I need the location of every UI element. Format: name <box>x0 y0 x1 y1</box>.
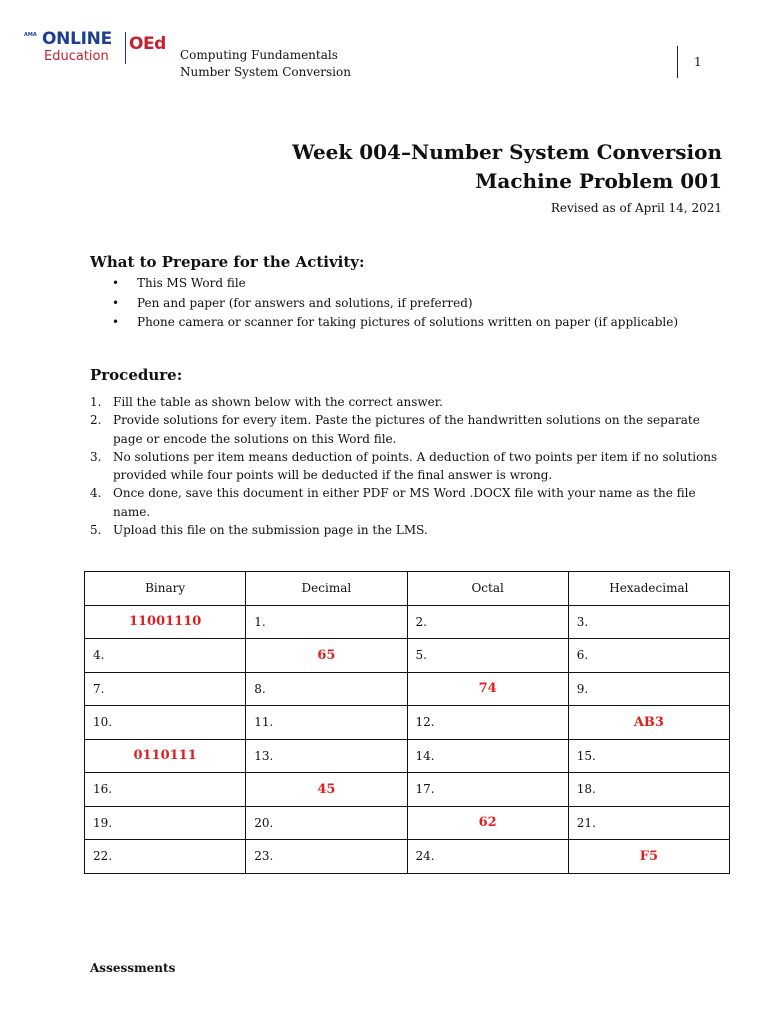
column-header-octal: Octal <box>407 572 568 606</box>
header-rule <box>677 46 678 78</box>
step-number: 2. <box>90 413 102 428</box>
prepare-list <box>112 274 678 333</box>
column-header-decimal: Decimal <box>246 572 407 606</box>
table-cell: 24. <box>407 840 568 874</box>
table-row <box>85 840 730 874</box>
procedure-step <box>90 448 720 485</box>
table-cell: 4. <box>85 639 246 673</box>
procedure-list <box>90 393 720 539</box>
table-cell-given: 65 <box>246 639 407 673</box>
table-cell: 6. <box>568 639 729 673</box>
step-number: 5. <box>90 523 102 538</box>
table-row <box>85 605 730 639</box>
table-cell: 12. <box>407 706 568 740</box>
title-line-1: Week 004–Number System Conversion <box>292 140 722 164</box>
step-text: Upload this file on the submission page in the LMS. <box>113 523 428 538</box>
procedure-step <box>90 484 720 521</box>
table-cell: 21. <box>568 806 729 840</box>
table-cell: 11. <box>246 706 407 740</box>
title-line-2: Machine Problem 001 <box>475 169 722 193</box>
table-cell-given: 62 <box>407 806 568 840</box>
logo-online-text: ONLINE <box>42 29 112 49</box>
revised-date: Revised as of April 14, 2021 <box>550 201 722 215</box>
step-text: Provide solutions for every item. Paste the pictures of the handwritten solutions on the separate page or encode the solutions on this Word file. <box>113 413 700 446</box>
step-text: Once done, save this document in either PDF or MS Word .DOCX file with your name as the file name. <box>113 486 696 519</box>
table-header-row <box>85 572 730 606</box>
procedure-step <box>90 521 720 539</box>
conversion-table <box>84 571 730 874</box>
table-row <box>85 639 730 673</box>
table-cell: 9. <box>568 672 729 706</box>
running-header <box>180 47 351 81</box>
step-number: 1. <box>90 395 102 409</box>
list-item: • This MS Word file <box>112 274 678 294</box>
table-cell: 5. <box>407 639 568 673</box>
table-cell-given: 11001110 <box>85 605 246 639</box>
table-cell: 10. <box>85 706 246 740</box>
online-education-logo <box>22 30 174 70</box>
table-cell: 1. <box>246 605 407 639</box>
prepare-heading: What to Prepare for the Activity: <box>90 253 365 271</box>
table-cell: 16. <box>85 773 246 807</box>
table-row <box>85 806 730 840</box>
table-cell: 8. <box>246 672 407 706</box>
table-cell: 14. <box>407 739 568 773</box>
table-cell: 17. <box>407 773 568 807</box>
table-cell-given: AB3 <box>568 706 729 740</box>
step-text: Fill the table as shown below with the correct answer. <box>113 395 443 409</box>
table-cell: 15. <box>568 739 729 773</box>
course-name: Computing Fundamentals <box>180 48 338 62</box>
logo-ama-mark: AMA <box>24 32 37 38</box>
procedure-heading: Procedure: <box>90 366 183 384</box>
table-cell: 3. <box>568 605 729 639</box>
procedure-step <box>90 411 720 448</box>
table-cell: 23. <box>246 840 407 874</box>
procedure-step <box>90 393 720 411</box>
table-cell-given: 0110111 <box>85 739 246 773</box>
table-cell-given: F5 <box>568 840 729 874</box>
assessments-heading: Assessments <box>90 961 176 975</box>
logo-divider <box>125 32 126 64</box>
step-number: 3. <box>90 449 102 464</box>
table-cell: 7. <box>85 672 246 706</box>
step-text: No solutions per item means deduction of points. A deduction of two points per item if no solutions provided while four points will be deducted if the final answer is wrong. <box>113 449 718 483</box>
table-cell: 20. <box>246 806 407 840</box>
table-cell-given: 45 <box>246 773 407 807</box>
step-number: 4. <box>90 486 102 501</box>
table-cell: 13. <box>246 739 407 773</box>
topic-name: Number System Conversion <box>180 65 351 79</box>
list-item: • Pen and paper (for answers and solutions, if preferred) <box>112 294 678 314</box>
table-row <box>85 706 730 740</box>
table-row <box>85 672 730 706</box>
document-title <box>292 138 722 196</box>
logo-oed-text: OEd <box>129 34 166 54</box>
table-row <box>85 739 730 773</box>
table-row <box>85 773 730 807</box>
table-cell: 18. <box>568 773 729 807</box>
logo-education-text: Education <box>44 49 109 64</box>
column-header-hexadecimal: Hexadecimal <box>568 572 729 606</box>
table-cell: 2. <box>407 605 568 639</box>
list-item: • Phone camera or scanner for taking pictures of solutions written on paper (if applicable) <box>112 313 678 333</box>
column-header-binary: Binary <box>85 572 246 606</box>
page-number: 1 <box>694 55 702 69</box>
table-cell-given: 74 <box>407 672 568 706</box>
table-cell: 19. <box>85 806 246 840</box>
table-cell: 22. <box>85 840 246 874</box>
